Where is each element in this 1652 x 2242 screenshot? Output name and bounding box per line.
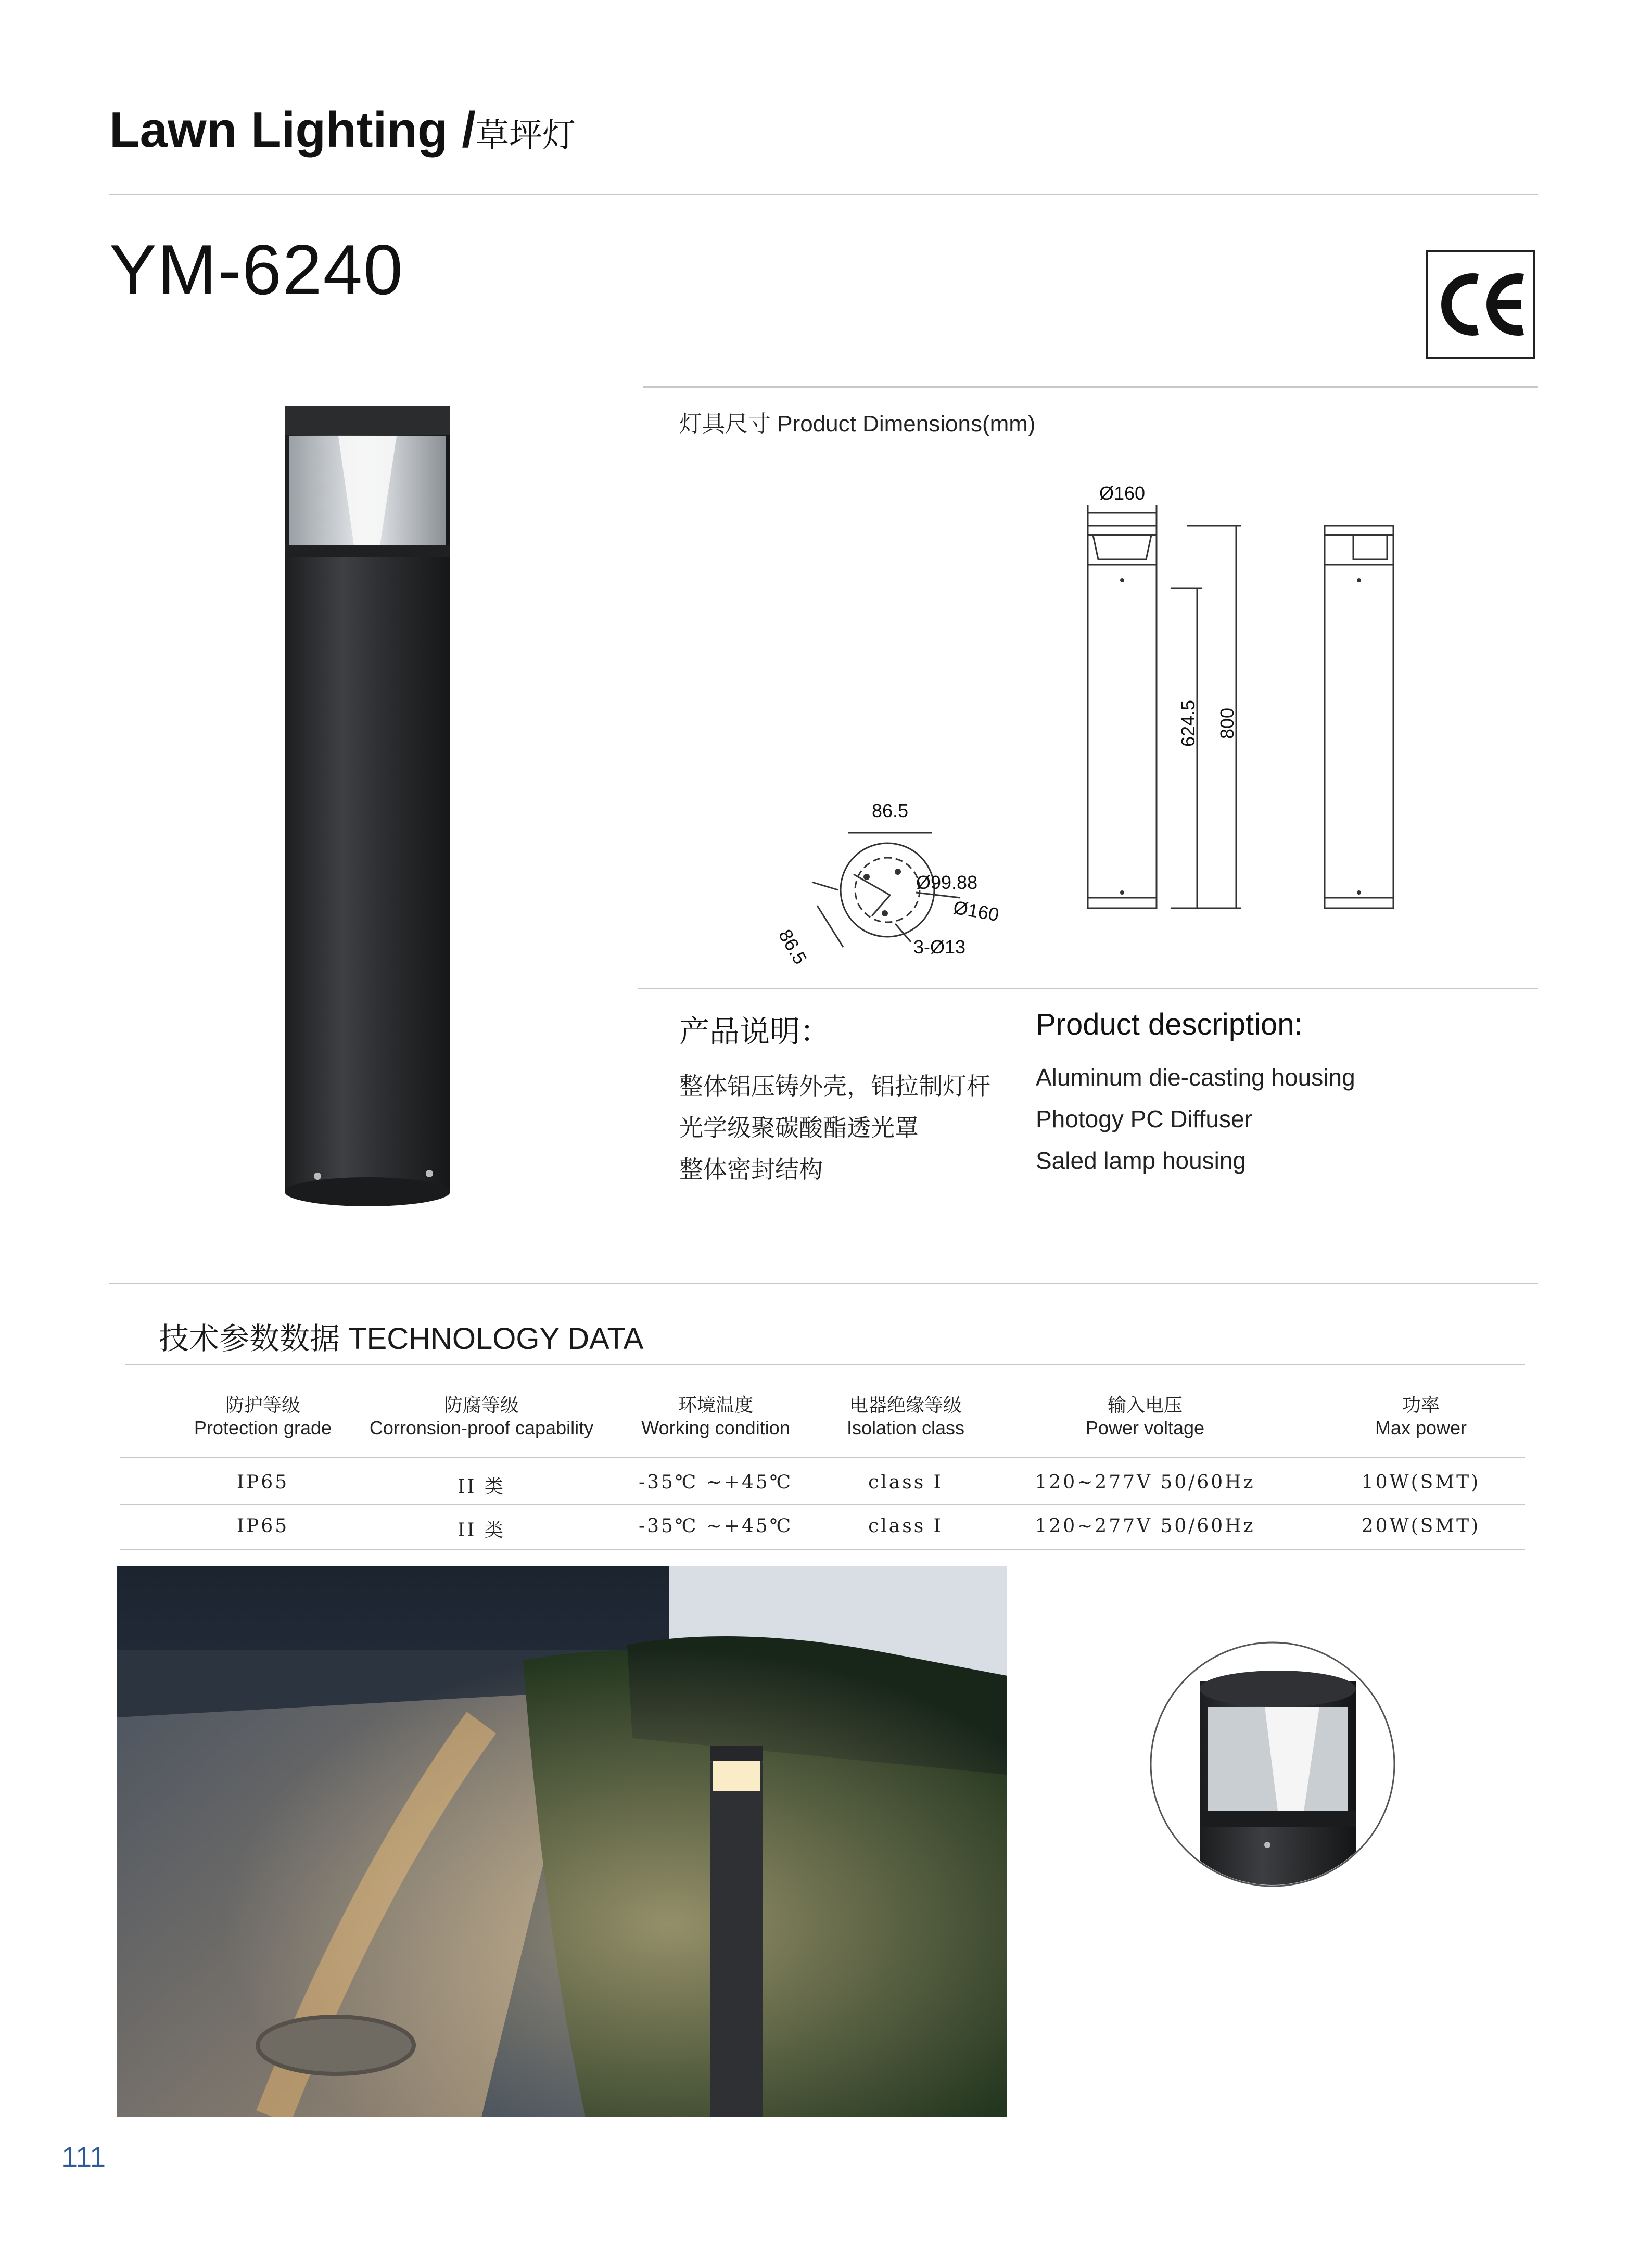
- description-cn-line: 光学级聚碳酸酯透光罩: [679, 1114, 919, 1141]
- detail-photo: [1148, 1639, 1397, 1889]
- dim-base-a: 86.5: [871, 800, 909, 821]
- tech-cell: IP65: [236, 1515, 289, 1537]
- tech-cell: II 类: [458, 1476, 505, 1497]
- dimensions-label: 灯具尺寸 Product Dimensions(mm): [679, 411, 1036, 437]
- header-cn: 环境温度: [678, 1394, 753, 1416]
- tech-cell: 10W(SMT): [1361, 1472, 1481, 1493]
- description-en: [1036, 1007, 1355, 1181]
- tech-header: [619, 1394, 812, 1440]
- tech-top-rule: [125, 1364, 1525, 1365]
- tech-header: [817, 1394, 994, 1440]
- description-cn-line: 整体铝压铸外壳，铝拉制灯杆: [679, 1073, 990, 1100]
- tech-cell: class I: [868, 1472, 943, 1493]
- header-en: Max power: [1375, 1417, 1467, 1438]
- tech-cell: 120~277V 50/60Hz: [1035, 1515, 1255, 1537]
- header-cn: 电器绝缘等级: [849, 1394, 962, 1416]
- dim-circle-inner: Ø99.88: [916, 872, 978, 893]
- section-title-cn: 草坪灯: [475, 117, 576, 154]
- header-cn: 输入电压: [1107, 1394, 1183, 1416]
- ce-icon: [1428, 252, 1533, 357]
- tech-divider: [109, 1283, 1538, 1284]
- header-cn: 防腐等级: [443, 1394, 519, 1416]
- tech-header: [172, 1394, 354, 1440]
- header-divider: [109, 194, 1538, 195]
- tech-cell: 120~277V 50/60Hz: [1035, 1472, 1255, 1493]
- tech-cell: class I: [868, 1515, 943, 1537]
- tech-cell: 20W(SMT): [1361, 1515, 1481, 1537]
- scene-bollard: [710, 1759, 763, 2117]
- dimensions-divider: [643, 386, 1538, 388]
- page-number: 111: [61, 2141, 106, 2173]
- tech-header: [364, 1394, 599, 1440]
- section-title: [109, 101, 576, 159]
- header-cn: 防护等级: [225, 1394, 300, 1416]
- description-divider: [638, 988, 1538, 989]
- header-en: Corronsion-proof capability: [369, 1417, 594, 1438]
- dim-height-total: 800: [1216, 707, 1238, 740]
- description-en-line: Photogy PC Diffuser: [1036, 1105, 1252, 1132]
- dim-height-inner: 624.5: [1177, 699, 1199, 747]
- tech-cell: II 类: [458, 1520, 505, 1541]
- dim-holes: 3-Ø13: [913, 936, 966, 958]
- tech-cell: -35℃ ~+45℃: [638, 1472, 793, 1493]
- tech-cell: -35℃ ~+45℃: [638, 1515, 793, 1537]
- tech-header: [1338, 1394, 1504, 1440]
- ce-mark: [1426, 250, 1535, 359]
- section-title-en: Lawn Lighting /: [109, 102, 476, 158]
- product-photo: [276, 396, 463, 1228]
- scene-photo: [117, 1566, 1007, 2117]
- tech-header: [1020, 1394, 1270, 1440]
- header-en: Power voltage: [1085, 1417, 1205, 1438]
- dimension-drawing: [760, 468, 1468, 978]
- description-en-line: Saled lamp housing: [1036, 1147, 1247, 1174]
- tech-bottom-rule: [120, 1549, 1525, 1550]
- description-cn-line: 整体密封结构: [679, 1156, 823, 1183]
- tech-label: 技术参数数据 TECHNOLOGY DATA: [159, 1322, 644, 1356]
- dim-top-diameter: Ø160: [1099, 482, 1146, 504]
- tech-header-rule: [120, 1457, 1525, 1458]
- description-cn-heading: 产品说明：: [679, 1015, 831, 1049]
- description-cn: [679, 1007, 990, 1190]
- product-model: YM-6240: [109, 230, 404, 309]
- header-en: Working condition: [641, 1417, 790, 1438]
- header-cn: 功率: [1402, 1394, 1440, 1416]
- tech-cell: IP65: [236, 1472, 289, 1493]
- dim-base-b: 86.5: [774, 925, 811, 968]
- description-en-heading: Product description:: [1036, 1008, 1303, 1041]
- header-en: Isolation class: [846, 1417, 965, 1438]
- dim-circle-outer: Ø160: [951, 896, 1001, 926]
- tech-row-rule: [120, 1504, 1525, 1505]
- header-en: Protection grade: [194, 1417, 332, 1438]
- description-en-line: Aluminum die-casting housing: [1036, 1064, 1355, 1091]
